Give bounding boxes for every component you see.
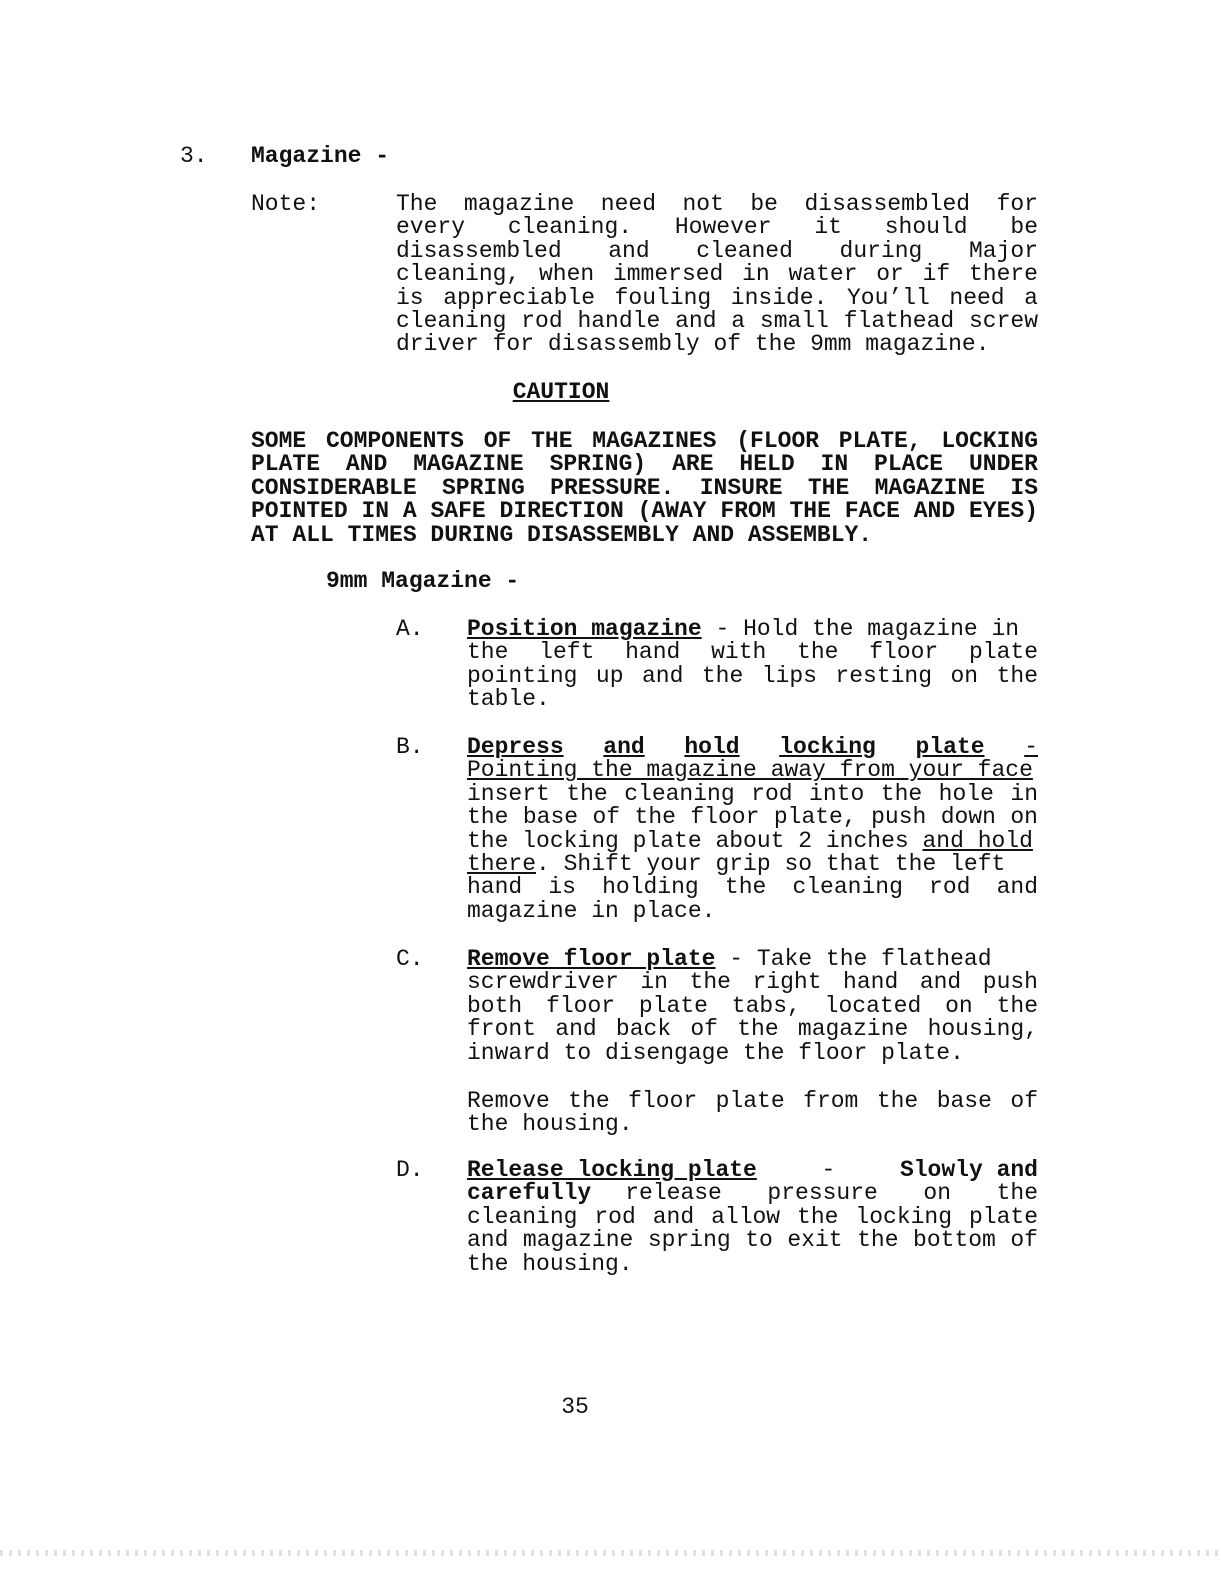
step-line: Remove the floor plate from the base of: [467, 1088, 1038, 1114]
step-title-word: Depress: [467, 734, 564, 760]
note-line: every cleaning. However it should be: [396, 214, 1038, 241]
step-line: the left hand with the floor plate: [467, 639, 1038, 666]
step-line-text: Hold the magazine in: [743, 616, 1020, 642]
step-c-body: [467, 948, 1038, 1065]
step-b-body: [467, 736, 1038, 923]
step-title: Release locking plate: [467, 1157, 757, 1183]
step-line: pointing up and the lips resting on the: [467, 662, 1038, 689]
scan-edge-artifact: [0, 1550, 1221, 1556]
caution-line: POINTED IN A SAFE DIRECTION (AWAY FROM THE FACE AND EYES): [251, 498, 1038, 525]
step-title: [467, 736, 1038, 759]
note-line: is appreciable fouling inside. You’ll need a: [396, 284, 1038, 311]
step-a-body: [467, 618, 1038, 712]
page-number: 35: [561, 1394, 589, 1420]
subsection-title: 9mm Magazine -: [326, 568, 520, 594]
step-title: Remove floor plate: [467, 946, 716, 972]
note-line: cleaning, when immersed in water or if there: [396, 261, 1038, 288]
caution-line: CONSIDERABLE SPRING PRESSURE. INSURE THE MAGAZINE IS: [251, 474, 1038, 501]
step-line: [467, 1182, 1038, 1205]
step-title-word: hold: [684, 734, 740, 760]
step-line: cleaning rod and allow the locking plate: [467, 1203, 1038, 1230]
step-letter: C.: [396, 946, 424, 972]
step-c-extra: [467, 1090, 1038, 1137]
step-line-text: the locking plate about 2 inches: [467, 827, 909, 854]
step-line: the housing.: [467, 1250, 633, 1277]
note-text: [396, 193, 1038, 357]
caution-line: SOME COMPONENTS OF THE MAGAZINES (FLOOR PLATE, LOCKING: [251, 428, 1038, 454]
step-title-word: locking: [779, 734, 876, 760]
step-emphasis: Slowly and: [899, 1157, 1038, 1183]
caution-line: AT ALL TIMES DURING DISASSEMBLY AND ASSEMBLY.: [251, 521, 873, 548]
step-line: magazine in place.: [467, 897, 716, 924]
step-line: [467, 853, 1038, 876]
step-line: both floor plate tabs, located on the: [467, 992, 1038, 1019]
step-emphasis: carefully: [467, 1180, 592, 1207]
caution-heading: [251, 381, 871, 404]
note-label: Note:: [251, 191, 321, 217]
step-title-word: and: [603, 734, 645, 760]
caution-line: PLATE AND MAGAZINE SPRING) ARE HELD IN PLACE UNDER: [251, 451, 1038, 478]
section-number: 3.: [180, 143, 208, 169]
caution-heading-text: CAUTION: [512, 379, 610, 405]
step-line: screwdriver in the right hand and push: [467, 969, 1038, 996]
step-title: Position magazine: [467, 616, 702, 642]
step-d-body: [467, 1159, 1038, 1276]
step-letter: B.: [396, 734, 424, 760]
step-line: hand is holding the cleaning rod and: [467, 874, 1038, 901]
step-line: the base of the floor plate, push down on: [467, 804, 1038, 831]
step-line-text: release pressure on the: [625, 1180, 1038, 1207]
step-line: [467, 827, 1038, 854]
step-line-text: Take the flathead: [756, 946, 992, 972]
step-warning: Pointing the magazine away from your face: [467, 757, 1033, 784]
step-emphasis: and hold: [922, 827, 1033, 854]
note-line: cleaning rod handle and a small flathead screw: [396, 308, 1038, 335]
step-dash: -: [715, 946, 757, 972]
step-line-text: . Shift your grip so that the left: [536, 851, 1006, 878]
step-line: [467, 1159, 1038, 1182]
step-line: [467, 618, 1038, 641]
step-letter: D.: [396, 1157, 424, 1183]
step-line: and magazine spring to exit the bottom of: [467, 1227, 1038, 1254]
note-line: The magazine need not be disassembled for: [396, 191, 1038, 217]
step-dash: -: [701, 616, 744, 642]
step-emphasis: there: [467, 851, 537, 878]
note-line: driver for disassembly of the 9mm magazine.: [396, 331, 990, 358]
step-dash: -: [1024, 734, 1038, 760]
step-line: insert the cleaning rod into the hole in: [467, 780, 1038, 807]
step-line: front and back of the magazine housing,: [467, 1016, 1038, 1043]
note-line: disassembled and cleaned during Major: [396, 237, 1038, 264]
step-line: inward to disengage the floor plate.: [467, 1039, 964, 1066]
step-line: the housing.: [467, 1111, 633, 1138]
step-dash: -: [821, 1157, 836, 1183]
step-line: table.: [467, 686, 550, 713]
section-title: Magazine -: [251, 143, 390, 169]
step-title-word: plate: [915, 734, 985, 760]
caution-text: [251, 430, 1038, 547]
step-letter: A.: [396, 616, 424, 642]
step-line: [467, 948, 1038, 971]
